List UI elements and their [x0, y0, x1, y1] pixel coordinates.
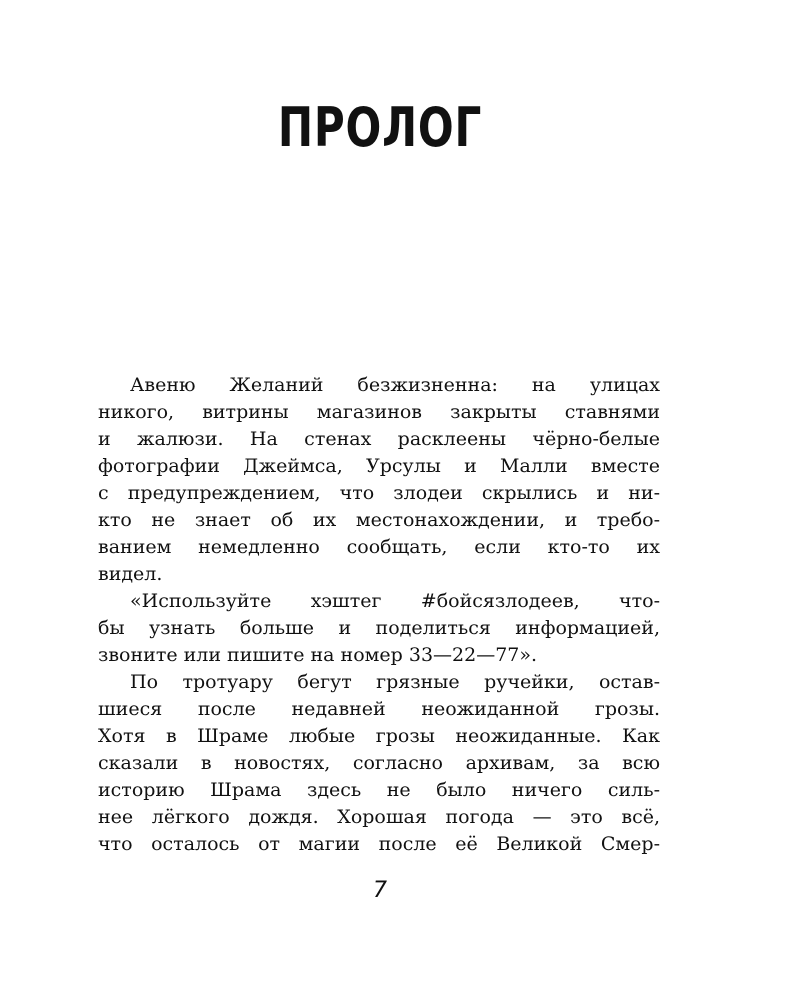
text-line: видел. — [98, 563, 163, 585]
text-line: бы узнать больше и поделиться информацией, — [98, 617, 660, 639]
text-line: с предупреждением, что злодеи скрылись и ни- — [98, 482, 660, 504]
text-line: нее лёгкого дождя. Хорошая погода — это всё, — [98, 806, 660, 828]
text-line: историю Шрама здесь не было ничего силь- — [98, 779, 660, 801]
text-line: что осталось от магии после её Великой Смер- — [98, 833, 660, 855]
text-line: фотографии Джеймса, Урсулы и Малли вместе — [98, 455, 660, 477]
page-number: 7 — [373, 878, 387, 903]
text-line: кто не знает об их местонахождении, и требо- — [98, 509, 660, 531]
text-line: шиеся после недавней неожиданной грозы. — [98, 698, 660, 720]
text-line: ванием немедленно сообщать, если кто-то их — [98, 536, 660, 558]
text-line: По тротуару бегут грязные ручейки, остав- — [130, 671, 660, 693]
text-line: звоните или пишите на номер 33—22—77». — [98, 644, 538, 666]
text-line: Хотя в Шраме любые грозы неожиданные. Как — [98, 725, 660, 747]
body-text — [98, 372, 660, 858]
text-line: Авеню Желаний безжизненна: на улицах — [130, 374, 660, 396]
text-line: никого, витрины магазинов закрыты ставнями — [98, 401, 660, 423]
text-line: сказали в новостях, согласно архивам, за всю — [98, 752, 660, 774]
text-line: и жалюзи. На стенах расклеены чёрно-белые — [98, 428, 660, 450]
chapter-title: ПРОЛОГ — [277, 96, 483, 159]
text-line: «Используйте хэштег #бойсязлодеев, что- — [130, 590, 660, 612]
